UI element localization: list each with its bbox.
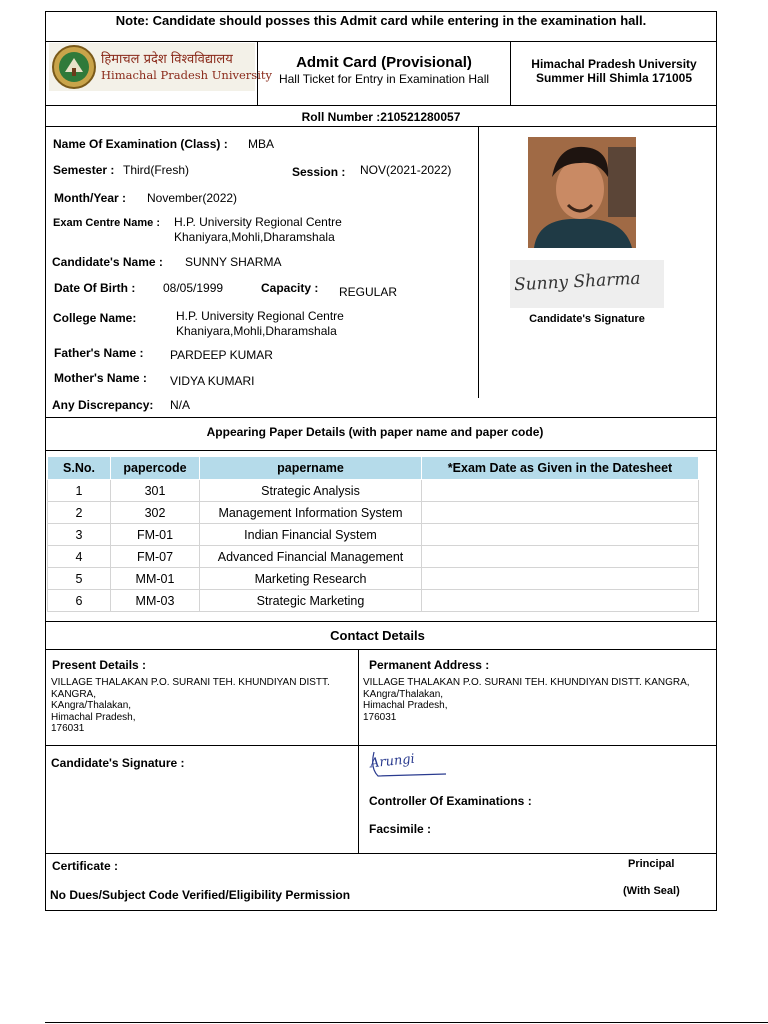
- address-line: 176031: [363, 711, 397, 723]
- table-header-row: [48, 457, 699, 480]
- address-line: Himachal Pradesh,: [51, 711, 136, 723]
- table-cell: [422, 524, 699, 546]
- divider: [478, 126, 479, 398]
- address-line: 176031: [51, 723, 85, 734]
- discrepancy-value: N/A: [170, 398, 191, 412]
- university-address: Summer Hill Shimla 171005: [535, 71, 693, 85]
- dob-value: 08/05/1999: [163, 281, 224, 295]
- present-details-label: Present Details :: [52, 658, 147, 672]
- table-cell: 302: [111, 502, 200, 524]
- divider: [45, 105, 717, 106]
- table-row: [48, 546, 699, 568]
- dob-label: Date Of Birth :: [54, 281, 136, 295]
- divider: [45, 41, 717, 42]
- candidate-signature: Sunny Sharma: [513, 268, 642, 296]
- papers-table: [47, 456, 699, 612]
- table-row: [48, 568, 699, 590]
- month-year-label: Month/Year :: [54, 191, 127, 205]
- table-cell: [422, 568, 699, 590]
- table-row: [48, 524, 699, 546]
- college-label: College Name:: [53, 311, 137, 325]
- column-header: papername: [200, 457, 422, 480]
- divider: [45, 745, 717, 746]
- certificate-label: Certificate :: [52, 859, 119, 873]
- candidate-signature-label: Candidate's Signature :: [51, 756, 185, 770]
- capacity-label: Capacity :: [261, 281, 319, 295]
- table-row: [48, 502, 699, 524]
- signature-stroke-icon: [368, 748, 448, 784]
- exam-centre-line2: Khaniyara,Mohli,Dharamshala: [174, 230, 335, 244]
- table-cell: [422, 480, 699, 502]
- mother-name-label: Mother's Name :: [54, 371, 147, 385]
- facsimile-label: Facsimile :: [369, 822, 432, 836]
- exam-centre-label: Exam Centre Name :: [53, 217, 160, 229]
- candidate-photo: [528, 137, 636, 248]
- table-cell: 1: [48, 480, 111, 502]
- principal-label: Principal: [628, 858, 675, 870]
- note-text: Note: Candidate should posses this Admit card while entering in the examination hall.: [115, 13, 647, 28]
- table-cell: 4: [48, 546, 111, 568]
- address-line: KAngra/Thalakan,: [363, 688, 444, 700]
- address-line: VILLAGE THALAKAN P.O. SURANI TEH. KHUNDIYAN DISTT. KANGRA,: [363, 677, 690, 688]
- controller-signature: [368, 748, 448, 784]
- contact-heading: Contact Details: [330, 628, 425, 643]
- controller-label: Controller Of Examinations :: [369, 794, 532, 808]
- divider: [45, 417, 717, 418]
- certificate-text: No Dues/Subject Code Verified/Eligibility Permission: [50, 888, 351, 902]
- father-name-value: PARDEEP KUMAR: [170, 348, 273, 362]
- table-cell: Management Information System: [200, 502, 422, 524]
- papers-heading: Appearing Paper Details (with paper name and paper code): [206, 425, 544, 439]
- divider: [358, 649, 359, 853]
- roll-number: Roll Number :210521280057: [301, 110, 461, 124]
- table-cell: Strategic Analysis: [200, 480, 422, 502]
- table-cell: Indian Financial System: [200, 524, 422, 546]
- table-row: [48, 590, 699, 612]
- address-line: VILLAGE THALAKAN P.O. SURANI TEH. KHUNDIYAN DISTT.: [51, 677, 330, 688]
- table-cell: 6: [48, 590, 111, 612]
- candidate-signature-box: [510, 260, 664, 308]
- candidate-signature-caption: Candidate's Signature: [529, 313, 645, 325]
- table-cell: MM-01: [111, 568, 200, 590]
- divider: [45, 621, 717, 622]
- table-cell: 5: [48, 568, 111, 590]
- divider: [45, 450, 717, 451]
- page-bottom-rule: [45, 1022, 768, 1023]
- divider: [45, 649, 717, 650]
- candidate-name-value: SUNNY SHARMA: [185, 255, 282, 269]
- table-cell: FM-01: [111, 524, 200, 546]
- discrepancy-label: Any Discrepancy:: [52, 398, 154, 412]
- semester-label: Semester :: [53, 163, 115, 177]
- present-address: [51, 677, 351, 735]
- table-cell: 301: [111, 480, 200, 502]
- person-photo-icon: [528, 137, 636, 248]
- month-year-value: November(2022): [147, 191, 238, 205]
- session-value: NOV(2021-2022): [360, 163, 452, 177]
- university-emblem-icon: [51, 44, 97, 90]
- logo-hindi-text: हिमाचल प्रदेश विश्वविद्यालय: [101, 52, 233, 67]
- table-cell: 3: [48, 524, 111, 546]
- logo-english-text: Himachal Pradesh University: [101, 68, 273, 82]
- with-seal-label: (With Seal): [623, 885, 680, 897]
- exam-centre-line1: H.P. University Regional Centre: [174, 215, 342, 229]
- table-row: [48, 480, 699, 502]
- university-name: Himachal Pradesh University: [531, 57, 697, 71]
- table-cell: Marketing Research: [200, 568, 422, 590]
- divider: [45, 126, 717, 127]
- address-line: Himachal Pradesh,: [363, 700, 448, 711]
- table-cell: Strategic Marketing: [200, 590, 422, 612]
- university-logo: [49, 43, 273, 91]
- table-cell: MM-03: [111, 590, 200, 612]
- column-header: papercode: [111, 457, 200, 480]
- exam-value: MBA: [248, 137, 275, 151]
- address-line: KAngra/Thalakan,: [51, 700, 132, 711]
- admit-card-subtitle: Hall Ticket for Entry in Examination Hall: [278, 72, 490, 86]
- table-cell: Advanced Financial Management: [200, 546, 422, 568]
- table-cell: 2: [48, 502, 111, 524]
- permanent-address-label: Permanent Address :: [369, 658, 490, 672]
- table-cell: [422, 590, 699, 612]
- divider: [45, 853, 717, 854]
- session-label: Session :: [292, 165, 346, 179]
- table-cell: FM-07: [111, 546, 200, 568]
- capacity-value: REGULAR: [339, 285, 398, 299]
- table-cell: [422, 546, 699, 568]
- candidate-name-label: Candidate's Name :: [52, 255, 163, 269]
- column-header: S.No.: [48, 457, 111, 480]
- father-name-label: Father's Name :: [54, 346, 144, 360]
- admit-card-title: Admit Card (Provisional): [296, 54, 472, 71]
- college-line1: H.P. University Regional Centre: [176, 309, 344, 323]
- controller-signature-text: Arungi: [369, 751, 416, 772]
- college-line2: Khaniyara,Mohli,Dharamshala: [176, 324, 337, 338]
- mother-name-value: VIDYA KUMARI: [170, 374, 255, 388]
- column-header: *Exam Date as Given in the Datesheet: [422, 457, 699, 480]
- permanent-address: [363, 677, 713, 723]
- address-line: KANGRA,: [51, 688, 97, 700]
- exam-label: Name Of Examination (Class) :: [53, 137, 228, 151]
- semester-value: Third(Fresh): [123, 163, 190, 177]
- table-cell: [422, 502, 699, 524]
